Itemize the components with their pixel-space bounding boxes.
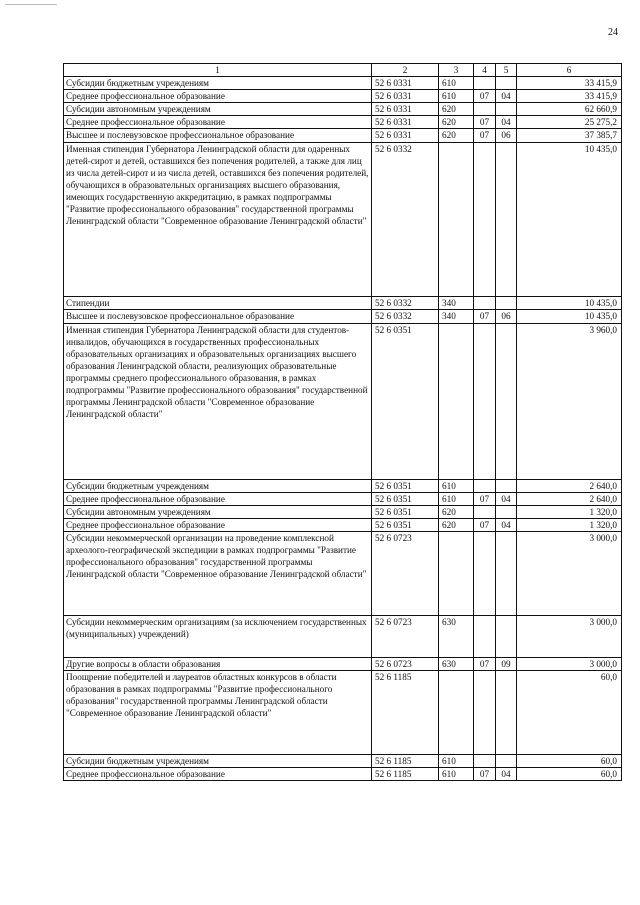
table-row [64, 671, 622, 755]
row-code: 52 6 1185 [372, 671, 439, 755]
header-row [64, 64, 622, 77]
row-amount: 60,0 [517, 671, 622, 755]
row-subsection [496, 532, 517, 616]
row-expense-kind: 340 [439, 310, 474, 324]
header-cell: 4 [474, 64, 496, 77]
row-subsection: 04 [496, 116, 517, 129]
row-expense-kind: 610 [439, 768, 474, 781]
header-cell: 2 [372, 64, 439, 77]
row-section: 07 [474, 116, 496, 129]
row-amount: 33 415,9 [517, 90, 622, 103]
row-amount: 10 435,0 [517, 143, 622, 297]
row-expense-kind [439, 324, 474, 480]
row-amount: 10 435,0 [517, 297, 622, 310]
row-amount: 3 000,0 [517, 616, 622, 658]
row-section: 07 [474, 658, 496, 671]
row-subsection [496, 480, 517, 493]
row-expense-kind: 620 [439, 129, 474, 143]
row-code: 52 6 0351 [372, 480, 439, 493]
header-cell: 5 [496, 64, 517, 77]
table-row [64, 532, 622, 616]
table-row [64, 493, 622, 506]
row-amount: 62 660,9 [517, 103, 622, 116]
table-row [64, 768, 622, 781]
row-subsection: 04 [496, 493, 517, 506]
row-section [474, 143, 496, 297]
row-section [474, 77, 496, 90]
row-section [474, 103, 496, 116]
row-subsection [496, 506, 517, 519]
row-subsection: 04 [496, 768, 517, 781]
row-subsection [496, 143, 517, 297]
header-cell: 6 [517, 64, 622, 77]
row-amount: 60,0 [517, 768, 622, 781]
row-name: Среднее профессиональное образование [64, 90, 372, 103]
row-section [474, 616, 496, 658]
row-section: 07 [474, 519, 496, 532]
row-amount: 2 640,0 [517, 480, 622, 493]
row-amount: 1 320,0 [517, 519, 622, 532]
row-expense-kind: 340 [439, 297, 474, 310]
row-name: Другие вопросы в области образования [64, 658, 372, 671]
table-row [64, 310, 622, 324]
row-expense-kind: 630 [439, 616, 474, 658]
top-rule [5, 4, 57, 5]
row-code: 52 6 0351 [372, 493, 439, 506]
row-name: Именная стипендия Губернатора Ленинградской области для студентов-инвалидов, обучающихся в государственных профессиональных образовательных организациях и образовательных организациях высшего образования Ленинградской области, реализующих образовательные программы среднего профессионального образования, в рамках подпрограммы "Развитие профессионального образования" государственной программы Ленинградской области "Современное образование Ленинградской области" [64, 324, 372, 480]
row-code: 52 6 0331 [372, 90, 439, 103]
row-code: 52 6 0723 [372, 616, 439, 658]
row-expense-kind: 610 [439, 493, 474, 506]
row-expense-kind [439, 532, 474, 616]
row-code: 52 6 0332 [372, 297, 439, 310]
row-code: 52 6 0351 [372, 506, 439, 519]
row-code: 52 6 0723 [372, 658, 439, 671]
row-expense-kind: 610 [439, 90, 474, 103]
row-name: Субсидии бюджетным учреждениям [64, 480, 372, 493]
row-amount: 37 385,7 [517, 129, 622, 143]
page-number: 24 [608, 27, 618, 38]
row-section [474, 324, 496, 480]
row-name: Высшее и послевузовское профессиональное образование [64, 310, 372, 324]
row-expense-kind: 620 [439, 103, 474, 116]
header-cell: 3 [439, 64, 474, 77]
row-amount: 33 415,9 [517, 77, 622, 90]
row-code: 52 6 0331 [372, 129, 439, 143]
row-expense-kind: 610 [439, 480, 474, 493]
row-expense-kind [439, 143, 474, 297]
row-code: 52 6 1185 [372, 755, 439, 768]
table-row [64, 506, 622, 519]
row-amount: 25 275,2 [517, 116, 622, 129]
row-amount: 3 000,0 [517, 532, 622, 616]
row-section: 07 [474, 768, 496, 781]
row-code: 52 6 0351 [372, 324, 439, 480]
row-subsection [496, 103, 517, 116]
table-row [64, 519, 622, 532]
row-name: Субсидии некоммерческим организациям (за исключением государственных (муниципальных) учреждений) [64, 616, 372, 658]
row-code: 52 6 0331 [372, 103, 439, 116]
row-amount: 3 000,0 [517, 658, 622, 671]
row-subsection [496, 755, 517, 768]
row-section: 07 [474, 310, 496, 324]
row-expense-kind: 610 [439, 755, 474, 768]
row-expense-kind: 610 [439, 77, 474, 90]
row-section [474, 297, 496, 310]
row-subsection: 04 [496, 519, 517, 532]
row-section [474, 480, 496, 493]
row-subsection: 06 [496, 310, 517, 324]
table-row [64, 755, 622, 768]
row-expense-kind: 620 [439, 506, 474, 519]
row-name: Субсидии бюджетным учреждениям [64, 77, 372, 90]
table-row [64, 77, 622, 90]
table-row [64, 143, 622, 297]
row-code: 52 6 1185 [372, 768, 439, 781]
row-amount: 60,0 [517, 755, 622, 768]
row-name: Субсидии автономным учреждениям [64, 506, 372, 519]
row-code: 52 6 0332 [372, 143, 439, 297]
row-amount: 1 320,0 [517, 506, 622, 519]
row-name: Стипендии [64, 297, 372, 310]
table-row [64, 324, 622, 480]
row-expense-kind: 630 [439, 658, 474, 671]
row-amount: 2 640,0 [517, 493, 622, 506]
table-row [64, 616, 622, 658]
row-code: 52 6 0332 [372, 310, 439, 324]
row-name: Субсидии автономным учреждениям [64, 103, 372, 116]
table-row [64, 658, 622, 671]
row-name: Среднее профессиональное образование [64, 493, 372, 506]
budget-table [63, 63, 622, 781]
row-expense-kind: 620 [439, 519, 474, 532]
row-code: 52 6 0723 [372, 532, 439, 616]
row-section: 07 [474, 129, 496, 143]
row-subsection: 04 [496, 90, 517, 103]
row-code: 52 6 0331 [372, 116, 439, 129]
header-cell: 1 [64, 64, 372, 77]
row-subsection: 09 [496, 658, 517, 671]
row-section [474, 671, 496, 755]
row-name: Среднее профессиональное образование [64, 116, 372, 129]
table-row [64, 116, 622, 129]
table-row [64, 480, 622, 493]
row-expense-kind [439, 671, 474, 755]
row-section: 07 [474, 90, 496, 103]
row-name: Среднее профессиональное образование [64, 519, 372, 532]
row-section [474, 755, 496, 768]
row-code: 52 6 0351 [372, 519, 439, 532]
row-expense-kind: 620 [439, 116, 474, 129]
row-section [474, 506, 496, 519]
row-section [474, 532, 496, 616]
row-subsection [496, 616, 517, 658]
row-name: Субсидии бюджетным учреждениям [64, 755, 372, 768]
row-code: 52 6 0331 [372, 77, 439, 90]
row-name: Именная стипендия Губернатора Ленинградской области для одаренных детей-сирот и детей, оставшихся без попечения родителей, а также для лиц из числа детей-сирот и из числа детей, оставшихся без попечения родителей, обучающихся в образовательных организациях высшего образования, имеющих государственную аккредитацию, в рамках подпрограммы "Развитие профессионального образования" государственной программы Ленинградской области "Современное образование Ленинградской области" [64, 143, 372, 297]
table-row [64, 129, 622, 143]
row-name: Поощрение победителей и лауреатов областных конкурсов в области образования в рамках подпрограммы "Развитие профессионального образования" государственной программы Ленинградской области "Современное образование Ленинградской области" [64, 671, 372, 755]
row-subsection [496, 297, 517, 310]
row-subsection [496, 324, 517, 480]
row-subsection [496, 77, 517, 90]
row-amount: 10 435,0 [517, 310, 622, 324]
table-row [64, 297, 622, 310]
row-amount: 3 960,0 [517, 324, 622, 480]
table-row [64, 90, 622, 103]
row-subsection: 06 [496, 129, 517, 143]
row-name: Высшее и послевузовское профессиональное образование [64, 129, 372, 143]
table-row [64, 103, 622, 116]
row-subsection [496, 671, 517, 755]
row-name: Среднее профессиональное образование [64, 768, 372, 781]
row-name: Субсидии некоммерческой организации на проведение комплексной археолого-географической экспедиции в рамках подпрограммы "Развитие профессионального образования" государственной программы Ленинградской области "Современное образование Ленинградской области" [64, 532, 372, 616]
row-section: 07 [474, 493, 496, 506]
